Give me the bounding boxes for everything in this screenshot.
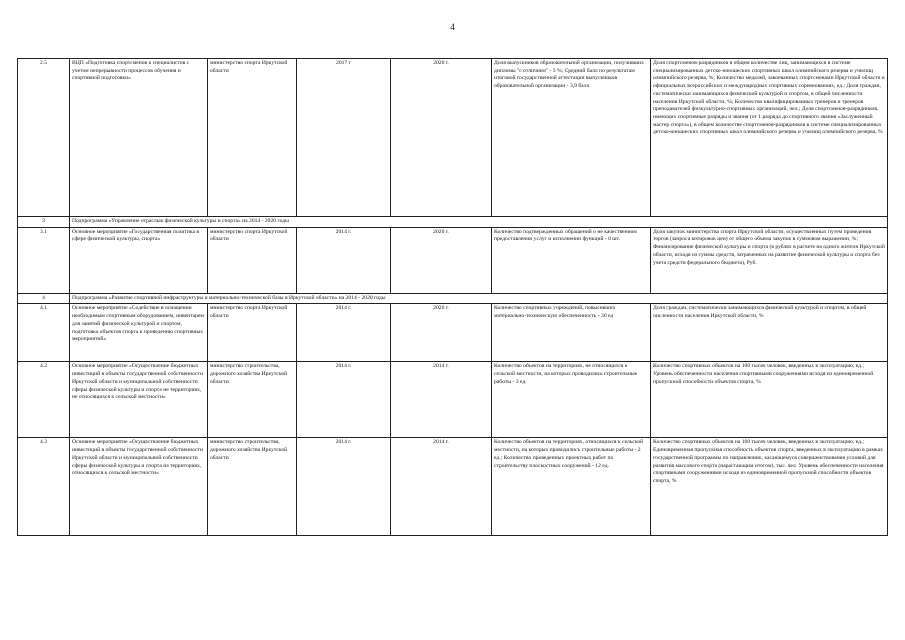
indicator: Доля спортсменов-разрядников в общем количестве лиц, занимающихся в системе специализированных детско-юношеских спортивных школ олимпийского резерва и училищ олимпийского резерва, %; Количество медалей, завоеванных спортсменами Иркутской области в официальных всероссийских и международных спортивных соревнованиях, ед.; Доля граждан, систематически занимающихся физической культурой и спортом, в общей численности населения Иркутской области, %; Количество квалифицированных тренеров и тренеров преподавателей физкультурно-спортивных организаций, чел.; Доля спортсменов-разрядников, имеющих спортивные разряды и звания (от 1 разряда до спортивного звания «Заслуженный мастер спорта»), в общем количестве спортсменов-разрядников в системе специализированных детско-юношеских спортивных школ олимпийского резерва и училищ олимпийского резерва, % xyxy=(651,59,888,217)
measure-name: ВЦП «Подготовка спортсменов к специалистов с учетом непрерывности процессов обучения и спортивной подготовки» xyxy=(70,59,208,217)
row-number: 2.5 xyxy=(18,59,70,217)
start-year: 2014 г. xyxy=(297,304,391,362)
end-year: 2020 г. xyxy=(391,59,492,217)
start-year: 2017 г xyxy=(297,59,391,217)
row-number: 4.1 xyxy=(18,304,70,362)
section-title: Подпрограмма «Управление отраслью физической культуры и спорта» на 2014 - 2020 годы xyxy=(70,217,888,228)
section-number: 3 xyxy=(18,217,70,228)
end-year: 2014 г. xyxy=(391,438,492,536)
executor: министерство спорта Иркутской области xyxy=(208,304,297,362)
end-year: 2014 г. xyxy=(391,362,492,438)
executor: министерство спорта Иркутской области xyxy=(208,227,297,293)
row-number: 4.3 xyxy=(18,438,70,536)
table-row xyxy=(18,438,888,536)
end-year: 2020 г. xyxy=(391,227,492,293)
start-year: 2014 г. xyxy=(297,362,391,438)
indicator: Количество спортивных объектов на 100 тысяч человек, введенных в эксплуатацию, ед.; Единовременная пропускная способность объектов спорта, введенных в эксплуатацию в рамках государственной программы по направлению, касающемуся совершенствования условий для развития массового спорта (нарастающим итогом), тыс. чел. Уровень обеспеченности населения спортивными сооружениями исходя из единовременной пропускной способности объектов спорта, % xyxy=(651,438,888,536)
indicator: Количество спортивных объектов на 100 тысяч человек, введенных в эксплуатацию, ед.; Уровень обеспеченности населения спортивными сооружениями исходя из единовременной пропускной способности объектов спорта, % xyxy=(651,362,888,438)
table-row xyxy=(18,362,888,438)
measure-name: Основное мероприятие «Содействие в оснащении необходимым спортивным оборудованием, инвентарем для занятий физической культурой и спортом, подготовка объектов спорта к проведению спортивных мероприятий» xyxy=(70,304,208,362)
measure-name: Основное мероприятие «Осуществление бюджетных инвестиций в объекты государственной собственности Иркутской области и муниципальной собственности сферы физической культуры и спорта на территориях, относящихся к сельской местности» xyxy=(70,438,208,536)
start-year: 2014 г. xyxy=(297,438,391,536)
start-year: 2014 г. xyxy=(297,227,391,293)
expected-result: Доля выпускников образовательной организации, получивших дипломы "с отличием" - 3 %; Средний балл по результатам итоговой государственной аттестации выпускников образовательной организации - 3,9 балл xyxy=(492,59,651,217)
expected-result: Количество объектов на территориях, относящихся к сельской местности, на которых проводились строительные работы - 2 ед.; Количество проведенных проектных работ по строительству плоскостных сооружений - 12 ед. xyxy=(492,438,651,536)
indicator: Доля граждан, систематически занимающихся физической культурой и спортом, в общей численности населения Иркутской области, % xyxy=(651,304,888,362)
table-row xyxy=(18,227,888,293)
measures-table xyxy=(17,58,888,536)
table-row xyxy=(18,59,888,217)
measure-name: Основное мероприятие «Государственная политика в сфере физической культуры, спорта» xyxy=(70,227,208,293)
executor: министерство спорта Иркутской области xyxy=(208,59,297,217)
row-number: 4.2 xyxy=(18,362,70,438)
section-number: 4 xyxy=(18,293,70,304)
executor: министерство строительства, дорожного хозяйства Иркутской области xyxy=(208,362,297,438)
row-number: 3.1 xyxy=(18,227,70,293)
indicator: Доля закупок министерства спорта Иркутской области, осуществленных путем проведения торгов (запроса котировок цен) от общего объема закупок в суммовом выражении, %; Финансирование физической культуры и спорта (в рублях в расчете на одного жителя Иркутской области, исходя из суммы средств, затраченных на развитие физической культуры и спорта без учета средств федерального бюджета), Руб. xyxy=(651,227,888,293)
measure-name: Основное мероприятие «Осуществление бюджетных инвестиций в объекты государственной собственности Иркутской области и муниципальной собственности сферы физической культуры и спорта не территориях, не относящихся к сельской местности» xyxy=(70,362,208,438)
table-row xyxy=(18,304,888,362)
end-year: 2020 г. xyxy=(391,304,492,362)
expected-result: Количество подтвержденных обращений о не качественном предоставлении услуг и исполнении функций - 0 шт. xyxy=(492,227,651,293)
section-row xyxy=(18,293,888,304)
expected-result: Количество объектов на территориях, не относящихся к сельской местности, на которых проводились строительные работы - 3 ед. xyxy=(492,362,651,438)
page-number: 4 xyxy=(450,22,455,32)
executor: министерство строительства, дорожного хозяйства Иркутской области xyxy=(208,438,297,536)
section-title: Подпрограмма «Развитие спортивной инфраструктуры и материально-технической базы в Иркутской области» на 2014 - 2020 годы xyxy=(70,293,888,304)
section-row xyxy=(18,217,888,228)
expected-result: Количество спортивных учреждений, повысивших материально-техническую обеспеченность - 30 ед xyxy=(492,304,651,362)
